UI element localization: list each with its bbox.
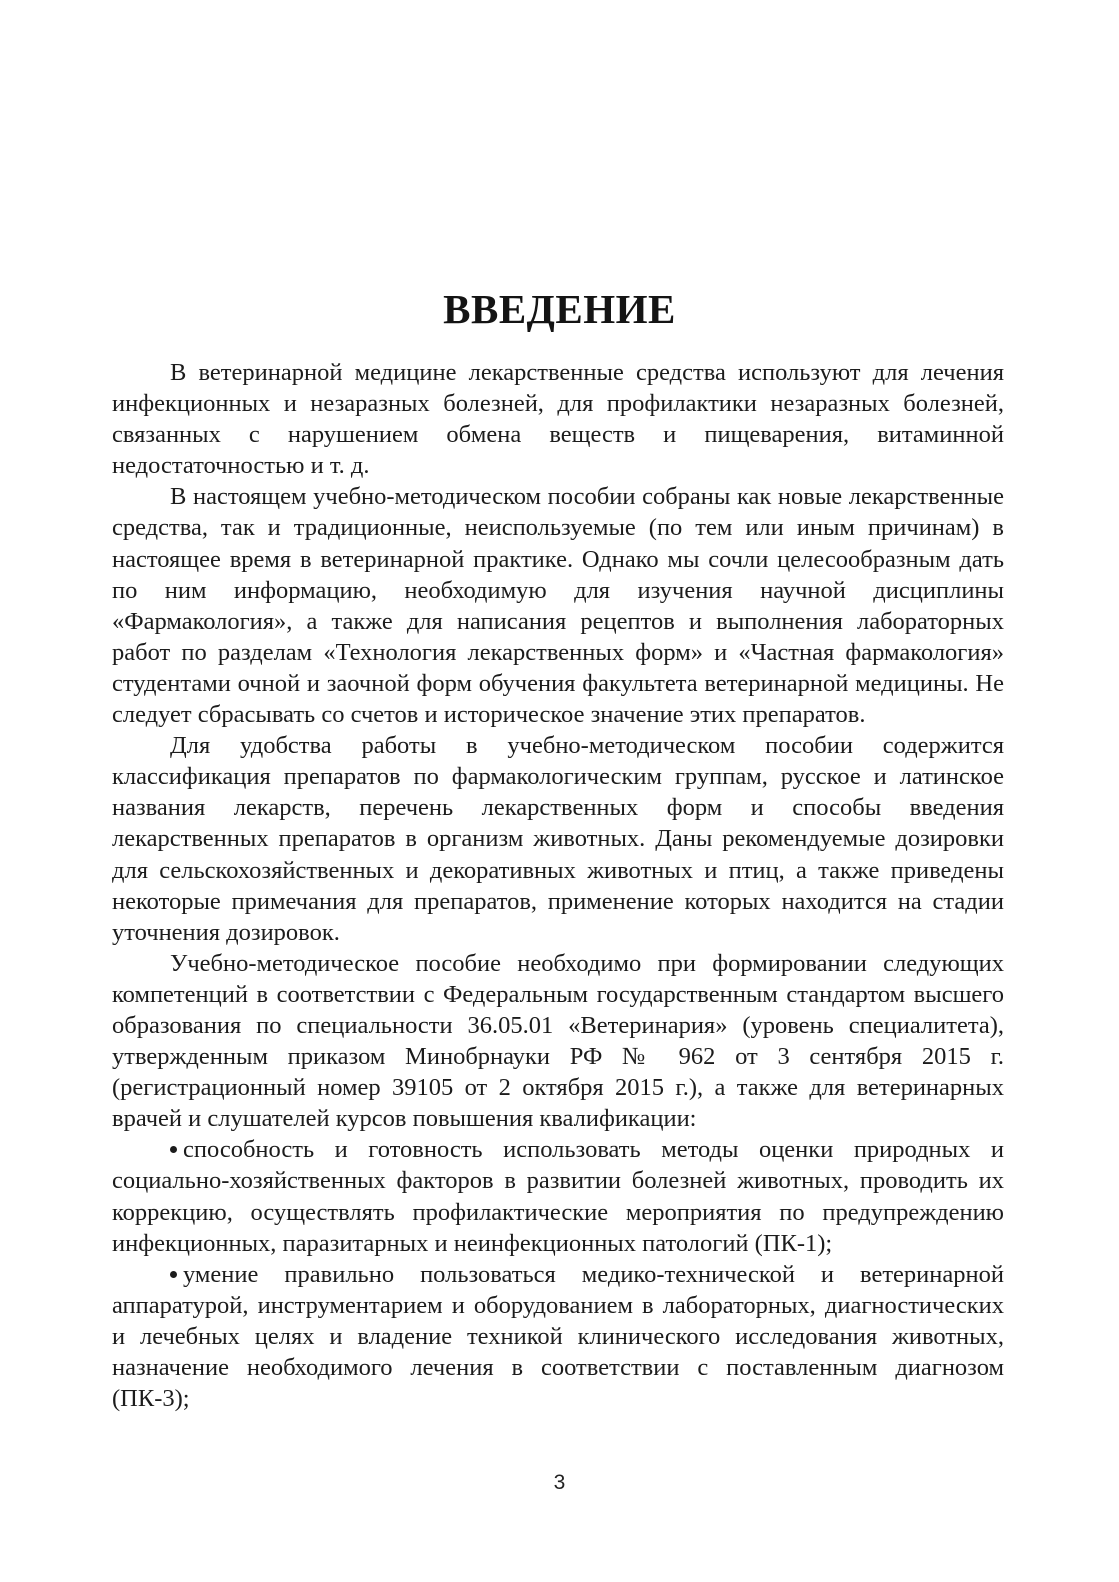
paragraph: Для удобства работы в учебно-методическом пособии содержится классификация препаратов по фармакологическим группам, русское и латинское названия лекарств, перечень лекарственных форм и способы введения лекарственных препаратов в организм животных. Даны рекомендуемые дозировки для сельскохозяйственных и декоративных животных и птиц, а также приведены некоторые примечания для препаратов, применение которых находится на стадии уточнения дозировок. (112, 732, 1004, 946)
bullet-text: способность и готовность использовать методы оценки природных и социально-хозяйственных факторов в развитии болезней животных, проводить их коррекцию, осуществлять профилактические мероприятия по предупреждению инфекционных, паразитарных и неинфекционных патологий (ПК-1); (112, 1136, 1004, 1257)
bullet-item (112, 1134, 1004, 1258)
bullet-item (112, 1259, 1004, 1414)
paragraph: В настоящем учебно-методическом пособии собраны как новые лекарственные средства, так и традиционные, неиспользуемые (по тем или иным причинам) в настоящее время в ветеринарной практике. Однако мы сочли целесообразным дать по ним информацию, необходимую для изучения научной дисциплины «Фармакология», а также для написания рецептов и выполнения лабораторных работ по разделам «Технология лекарственных форм» и «Частная фармакология» студентами очной и заочной форм обучения факультета ветеринарной медицины. Не следует сбрасывать со счетов и историческое значение этих препаратов. (112, 483, 1004, 729)
paragraph: В ветеринарной медицине лекарственные средства используют для лечения инфекционных и незаразных болезней, для профилактики незаразных болезней, связанных с нарушением обмена веществ и пищеварения, витаминной недостаточностью и т. д. (112, 359, 1004, 480)
bullet-icon (170, 1146, 177, 1153)
bullet-icon (170, 1271, 177, 1278)
page-number: 3 (553, 1471, 566, 1494)
page-title: ВВЕДЕНИЕ (443, 286, 676, 332)
bullet-text: умение правильно пользоваться медико-технической и ветеринарной аппаратурой, инструментарием и оборудованием в лабораторных, диагностических и лечебных целях и владение техникой клинического исследования животных, назначение необходимого лечения в соответствии с поставленным диагнозом (ПК-3); (112, 1260, 1004, 1413)
document-body (112, 357, 1004, 1414)
paragraph: Учебно-методическое пособие необходимо при формировании следующих компетенций в соответствии с Федеральным государственным стандартом высшего образования по специальности 36.05.01 «Ветеринария» (уровень специалитета), утвержденным приказом Минобрнауки РФ № 962 от 3 сентября 2015 г. (регистрационный номер 39105 от 2 октября 2015 г.), а также для ветеринарных врачей и слушателей курсов повышения квалификации: (112, 949, 1004, 1133)
